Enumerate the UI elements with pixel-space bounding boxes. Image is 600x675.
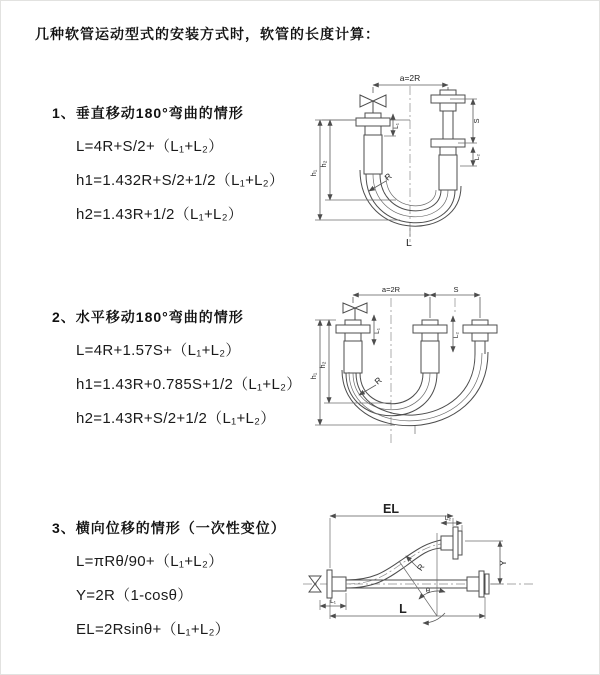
valve-icon: [343, 303, 367, 320]
braided-hose-section: [439, 155, 457, 190]
dim-label-l2: L₂: [474, 153, 481, 161]
braided-hose-section: [364, 135, 382, 174]
formula-L: L=πRθ/90+（L₁+L₂）: [76, 553, 224, 570]
diagram-lateral-displacement: [295, 503, 590, 658]
section-3-heading: 3、横向位移的情形（一次性变位）: [52, 520, 286, 536]
formula-Y: Y=2R（1-cosθ）: [76, 587, 193, 604]
dim-label-s: S: [472, 118, 481, 124]
formula-L: L=4R+S/2+（L₁+L₂）: [76, 138, 224, 155]
dimension-EL: [330, 503, 453, 568]
right-flange-displaced-position: [441, 527, 462, 559]
left-flange: [336, 320, 370, 341]
dim-label-h2: h₂: [319, 160, 328, 168]
u-bend-hose: [342, 352, 488, 426]
dimension-a-2R: [353, 285, 430, 295]
right-flange-initial-position: [467, 571, 489, 597]
dim-label-h1: h₁: [309, 169, 318, 177]
dimension-L1: [374, 315, 381, 345]
dimension-L2: [460, 147, 481, 166]
dim-label-l: L: [399, 602, 407, 616]
dim-label-y: Y: [498, 560, 508, 566]
formula-L: L=4R+1.57S+（L₁+L₂）: [76, 342, 241, 359]
dim-label-s: S: [453, 285, 459, 294]
dim-label-l2: L₂: [453, 331, 460, 339]
dimension-a-2R: [373, 73, 448, 93]
formula-h1: h1=1.432R+S/2+1/2（L₁+L₂）: [76, 172, 285, 189]
dimension-L2: [453, 316, 460, 352]
dim-label-l: L: [406, 237, 412, 249]
left-flange: [327, 570, 346, 598]
dimension-L: [330, 597, 485, 619]
braided-hose-section: [344, 341, 362, 373]
displaced-hose-s-curve: [346, 540, 441, 588]
dim-label-a2r: a=2R: [381, 285, 401, 294]
formula-h2: h2=1.43R+S/2+1/2（L₁+L₂）: [76, 410, 276, 427]
dim-label-l1: L₁: [393, 123, 400, 129]
dim-label-r: R: [372, 374, 384, 387]
dimension-L2: [441, 515, 462, 531]
dim-label-a2r: a=2R: [399, 73, 421, 83]
dim-label-el: EL: [383, 503, 399, 516]
section-1-heading: 1、垂直移动180°弯曲的情形: [52, 105, 244, 121]
diagram-vertical-180-bend: [298, 70, 553, 262]
radius-callout: [359, 375, 384, 395]
dim-label-l1: L₁: [330, 598, 336, 605]
dimension-S: [430, 285, 480, 295]
page-title: 几种软管运动型式的安装方式时，软管的长度计算：: [35, 26, 380, 42]
formula-h2: h2=1.43R+1/2（L₁+L₂）: [76, 206, 244, 223]
middle-flange-initial-position: [413, 320, 447, 341]
right-flange-lower-position: [431, 139, 465, 155]
dim-label-theta: θ: [425, 586, 431, 595]
valve-icon: [360, 95, 386, 113]
dimension-L1: [320, 593, 346, 610]
dim-label-r: R: [382, 170, 394, 183]
section-horizontal-180-bend: [52, 307, 322, 441]
dim-label-r: R: [414, 561, 427, 573]
formula-h1: h1=1.43R+0.785S+1/2（L₁+L₂）: [76, 376, 302, 393]
dim-label-h1: h₁: [309, 372, 318, 380]
u-bend-hose: [360, 170, 461, 226]
dim-label-l1: L₁: [374, 328, 381, 334]
formula-EL: EL=2Rsinθ+（L₁+L₂）: [76, 621, 230, 638]
dimension-h1: [309, 120, 400, 220]
section-2-heading: 2、水平移动180°弯曲的情形: [52, 309, 244, 325]
right-flange-moved-position: [463, 320, 497, 341]
dim-label-l2: L₂: [444, 515, 452, 522]
section-lateral-displacement: [52, 518, 322, 652]
dim-label-h2: h₂: [318, 361, 327, 369]
dimension-h2: [319, 120, 396, 200]
braided-hose-section: [421, 341, 439, 373]
right-flange-upper-position: [431, 90, 465, 111]
diagram-horizontal-180-bend: [298, 282, 583, 460]
section-vertical-180-bend: [52, 103, 322, 237]
left-flange: [356, 113, 390, 135]
